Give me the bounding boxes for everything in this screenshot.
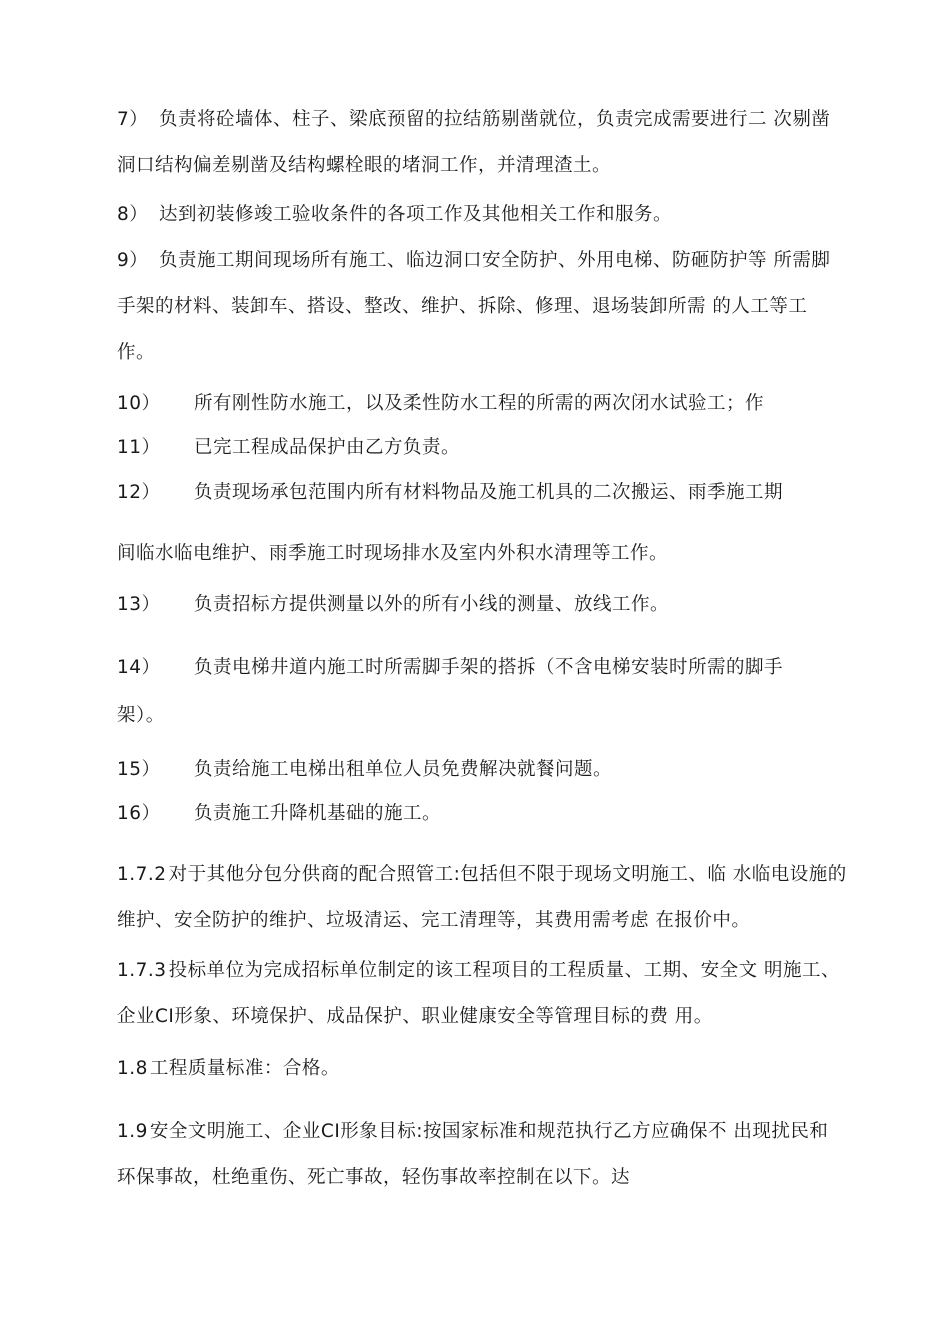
list-item-9-continued xyxy=(117,341,155,365)
section-number: 1.7.3 xyxy=(117,960,167,981)
section-1-7-2 xyxy=(117,863,847,887)
item-text: 洞口结构偏差剔凿及结构螺栓眼的堵洞工作，并清理渣土。 xyxy=(117,155,612,176)
item-number: 12） xyxy=(117,482,161,503)
list-item-10 xyxy=(117,392,764,416)
item-text: 负责给施工电梯出租单位人员免费解决就餐问题。 xyxy=(194,759,613,780)
item-text: 所有刚性防水施工，以及柔性防水工程的所需的两次闭水试验工；作 xyxy=(194,393,765,414)
item-text: 达到初装修竣工验收条件的各项工作及其他相关工作和服务。 xyxy=(159,204,673,225)
section-number: 1.9 xyxy=(117,1121,148,1142)
section-number: 1.7.2 xyxy=(117,864,167,885)
section-1-7-2-continued xyxy=(117,909,750,933)
item-text: 负责将砼墙体、柱子、梁底预留的拉结筋剔凿就位，负责完成需要进行二 次剔凿 xyxy=(159,109,831,130)
section-1-9-continued xyxy=(117,1166,630,1190)
list-item-11 xyxy=(117,436,460,460)
item-number: 14） xyxy=(117,657,161,678)
item-text: 间临水临电维护、雨季施工时现场排水及室内外积水清理等工作。 xyxy=(117,543,669,564)
item-number: 15） xyxy=(117,759,161,780)
item-text: 负责施工升降机基础的施工。 xyxy=(194,803,442,824)
item-text: 负责现场承包范围内所有材料物品及施工机具的二次搬运、雨季施工期 xyxy=(194,482,784,503)
section-1-7-3 xyxy=(117,959,840,983)
section-text: 维护、安全防护的维护、垃圾清运、完工清理等，其费用需考虑 在报价中。 xyxy=(117,910,751,931)
item-text: 负责招标方提供测量以外的所有小线的测量、放线工作。 xyxy=(194,594,670,615)
section-text: 对于其他分包分供商的配合照管工:包括但不限于现场文明施工、临 水临电设施的 xyxy=(168,864,847,885)
section-number: 1.8 xyxy=(117,1058,148,1079)
list-item-14 xyxy=(117,656,783,680)
list-item-9-continued xyxy=(117,295,807,319)
section-1-9 xyxy=(117,1120,828,1144)
item-text: 已完工程成品保护由乙方负责。 xyxy=(194,437,461,458)
list-item-12-continued xyxy=(117,542,668,566)
item-text: 架）。 xyxy=(117,705,165,726)
item-text: 负责电梯井道内施工时所需脚手架的搭拆（不含电梯安装时所需的脚手 xyxy=(194,657,784,678)
item-number: 13） xyxy=(117,594,161,615)
list-item-16 xyxy=(117,802,441,826)
list-item-12 xyxy=(117,481,783,505)
section-text: 投标单位为完成招标单位制定的该工程项目的工程质量、工期、安全文 明施工、 xyxy=(168,960,840,981)
list-item-7 xyxy=(117,108,830,132)
section-text: 企业CI形象、环境保护、成品保护、职业健康安全等管理目标的费 用。 xyxy=(117,1006,713,1027)
section-1-8 xyxy=(117,1057,340,1081)
section-1-7-3-continued xyxy=(117,1005,713,1029)
section-text: 安全文明施工、企业CI形象目标:按国家标准和规范执行乙方应确保不 出现扰民和 xyxy=(149,1121,829,1142)
item-number: 10） xyxy=(117,393,161,414)
item-number: 7） xyxy=(117,109,149,130)
item-text: 手架的材料、装卸车、搭设、整改、维护、拆除、修理、退场装卸所需 的人工等工 xyxy=(117,296,808,317)
item-text: 负责施工期间现场所有施工、临边洞口安全防护、外用电梯、防砸防护等 所需脚 xyxy=(159,250,831,271)
item-number: 16） xyxy=(117,803,161,824)
section-text: 工程质量标准：合格。 xyxy=(149,1058,340,1079)
item-text: 作。 xyxy=(117,342,156,363)
item-number: 9） xyxy=(117,250,149,271)
list-item-14-continued xyxy=(117,704,165,728)
section-text: 环保事故，杜绝重伤、死亡事故，轻伤事故率控制在以下。达 xyxy=(117,1167,631,1188)
item-number: 11） xyxy=(117,437,161,458)
list-item-13 xyxy=(117,593,669,617)
list-item-9 xyxy=(117,249,830,273)
list-item-8 xyxy=(117,203,672,227)
item-number: 8） xyxy=(117,204,149,225)
list-item-15 xyxy=(117,758,612,782)
list-item-7-continued xyxy=(117,154,611,178)
